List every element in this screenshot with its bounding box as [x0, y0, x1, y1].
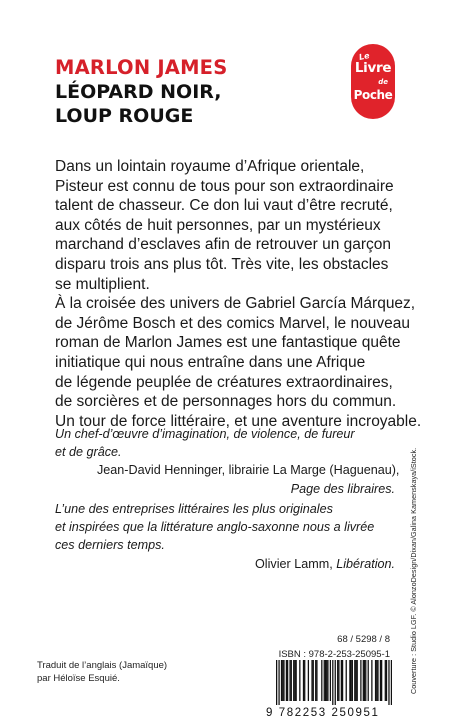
barcode-bar [316, 660, 317, 701]
barcode-bars [276, 660, 392, 705]
barcode-bar [283, 660, 284, 701]
barcode-bar [299, 660, 300, 701]
isbn: ISBN : 978-2-253-25095-1 [278, 649, 390, 660]
barcode-bar [355, 660, 356, 701]
blurb-line: initiatique qui nous entraîne dans une Afrique [55, 353, 366, 371]
blurb-line: de sorcières et de personnages hors du commun. [55, 393, 397, 411]
blurb-line: Un tour de force littéraire, et une aventure incroyable. [55, 412, 422, 430]
barcode-bar [325, 660, 326, 701]
barcode-bar [368, 660, 369, 701]
quote-attribution: Jean-David Henninger, librairie La Marge (Haguenau), [97, 463, 400, 478]
quote-line: et de grâce. [55, 445, 122, 460]
barcode-bar [291, 660, 292, 701]
blurb-line: disparu trois ans plus tôt. Très vite, les obstacles [55, 255, 389, 273]
barcode-bar [308, 660, 309, 701]
barcode-bar [365, 660, 366, 701]
book-title [55, 80, 221, 128]
quote-line: L’une des entreprises littéraires les plus originales [55, 502, 333, 516]
barcode-bar [385, 660, 386, 701]
barcode-bar [354, 660, 355, 701]
logo-de: de [378, 78, 388, 86]
cover-credit: Couverture : Studio LGF. © AlonzoDesign/Dixan/Galina Kamenskaya/iStock. [409, 447, 418, 694]
translator-credit [37, 660, 167, 685]
barcode-bar [296, 660, 297, 701]
back-cover-blurb [55, 157, 422, 431]
barcode-bar [391, 660, 392, 705]
barcode-bar [364, 660, 365, 701]
barcode-bar [276, 660, 277, 705]
quote-attribution [55, 555, 395, 573]
product-codes [279, 632, 390, 662]
press-quote-1 [55, 425, 400, 498]
barcode-bar [287, 660, 288, 701]
barcode-bar [352, 660, 353, 701]
logo-le: Le [358, 51, 371, 62]
blurb-line: marchand d’esclaves afin de retrouver un garçon [55, 236, 392, 254]
author-name: MARLON JAMES [55, 56, 228, 79]
barcode-bar [388, 660, 389, 705]
blurb-line: se multiplient. [55, 275, 150, 293]
barcode-bar [341, 660, 342, 701]
barcode-bar [375, 660, 376, 701]
barcode-bar [350, 660, 351, 701]
translation-line-1: Traduit de l’anglais (Jamaïque) [37, 660, 168, 671]
barcode-bar [311, 660, 312, 701]
blurb-line: de légende peuplée de créatures extraordinaires, [55, 373, 393, 391]
barcode-bar [337, 660, 338, 701]
barcode-bar [342, 660, 343, 701]
barcode-bar [293, 660, 294, 701]
barcode-bar [346, 660, 347, 701]
barcode-bar [289, 660, 290, 701]
barcode-bar [335, 660, 336, 705]
barcode-bar [327, 660, 328, 701]
barcode-bar [330, 660, 331, 701]
quote-source: Page des libraires. [290, 481, 395, 496]
barcode-bar [281, 660, 282, 701]
blurb-line: de Jérôme Bosch et des comics Marvel, le nouveau [55, 314, 410, 332]
blurb-line: Dans un lointain royaume d’Afrique orientale, [55, 158, 365, 175]
barcode-bar [381, 660, 382, 701]
blurb-line: À la croisée des univers de Gabriel García Márquez, [55, 295, 416, 313]
barcode-bar [357, 660, 358, 701]
barcode-digits: 9 782253 250951 [266, 707, 380, 719]
ean-barcode [266, 660, 392, 719]
translation-line-2: par Héloïse Esquié. [37, 672, 120, 684]
logo-livre: Livre [354, 60, 392, 76]
barcode-bar [380, 660, 381, 701]
blurb-line: Pisteur est connu de tous pour son extraordinaire [55, 177, 394, 195]
barcode-bar [303, 660, 304, 701]
barcode-bar [321, 660, 322, 701]
barcode-bar [326, 660, 327, 701]
barcode-bar [313, 660, 314, 701]
blurb-line: talent de chasseur. Ce don lui vaut d’être recruté, [55, 197, 393, 215]
barcode-bar [386, 660, 387, 701]
barcode-bar [363, 660, 364, 701]
barcode-bar [282, 660, 283, 701]
quote-line: ces derniers temps. [55, 538, 165, 553]
livre-de-poche-logo [351, 44, 395, 119]
barcode-bar [371, 660, 372, 701]
barcode-bar [294, 660, 295, 701]
blurb-line: aux côtés de huit personnes, par un mystérieux [55, 216, 381, 234]
barcode-bar [324, 660, 325, 701]
barcode-bar [349, 660, 350, 701]
barcode-bar [332, 660, 333, 705]
quote-author: Olivier Lamm, [255, 556, 337, 571]
barcode-bar [304, 660, 305, 701]
quote-line: et inspirées que la littérature anglo-saxonne nous a livrée [55, 520, 375, 535]
logo-poche: Poche [353, 88, 393, 102]
barcode-bar [278, 660, 279, 705]
barcode-bar [315, 660, 316, 701]
press-quote-2 [55, 500, 395, 573]
blurb-line: roman de Marlon James est une fantastique quête [55, 334, 401, 352]
title-line-2: LOUP ROUGE [55, 105, 194, 127]
barcode-bar [338, 660, 339, 701]
barcode-bar [377, 660, 378, 701]
reference-code: 68 / 5298 / 8 [337, 634, 390, 645]
barcode-bar [286, 660, 287, 701]
barcode-bar [376, 660, 377, 701]
barcode-bar [360, 660, 361, 701]
title-line-1: LÉOPARD NOIR, [55, 81, 222, 103]
quote-source: Libération. [336, 556, 395, 571]
quote-line: Un chef-d’œuvre d’imagination, de violence, de fureur [55, 427, 355, 441]
